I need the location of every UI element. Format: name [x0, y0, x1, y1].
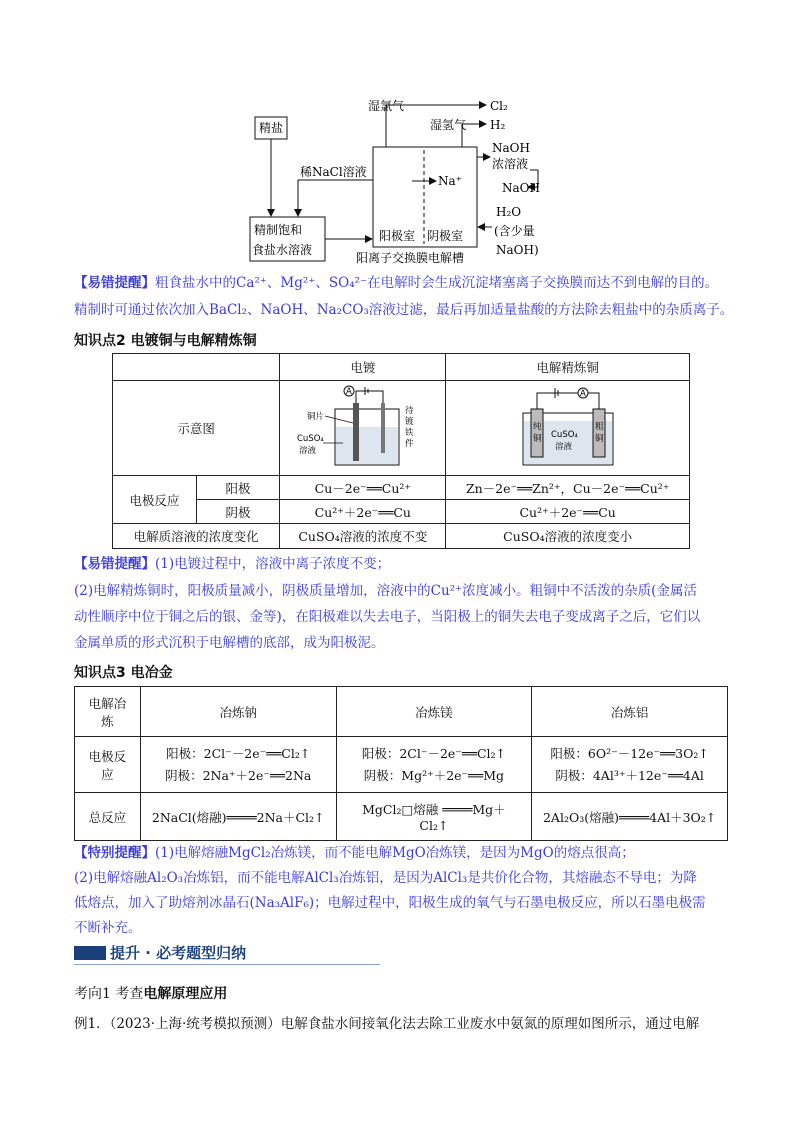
tip3-tag: 【特别提醒】	[74, 845, 155, 861]
banner-title: 提升 · 必考题型归纳	[110, 944, 247, 962]
kp2-cathode-label: 阴极	[196, 500, 280, 524]
kp2-row-concentration: 电解质溶液的浓度变化	[113, 524, 280, 549]
svg-text:件: 件	[404, 438, 414, 449]
iron-workpiece-electrode	[381, 403, 385, 453]
kp2-title: 知识点2 电镀铜与电解精炼铜	[74, 333, 257, 349]
kp3-na-total: 2NaCl(熔融)════2Na＋Cl₂↑	[140, 793, 336, 841]
tip2-tag: 【易错提醒】	[74, 556, 155, 572]
kp3-r2: 总反应	[75, 793, 141, 841]
kp2-corner	[113, 354, 280, 381]
svg-text:待: 待	[404, 405, 414, 416]
label-cathode-room: 阴极室	[427, 229, 464, 243]
label-wet-hydrogen: 湿氢气	[430, 118, 467, 132]
svg-text:溶液: 溶液	[298, 445, 316, 456]
svg-text:溶液: 溶液	[554, 441, 572, 452]
kp3-h1: 冶炼钠	[140, 687, 336, 737]
tip3-line1: 【特别提醒】(1)电解熔融MgCl₂冶炼镁，而不能电解MgO冶炼镁，是因为MgO的熔点很高；	[74, 845, 635, 861]
label-water-1: H₂O	[496, 205, 522, 219]
kp2-plating-anode: Cu－2e⁻══Cu²⁺	[280, 476, 446, 500]
kp3-r1: 电极反 应	[75, 737, 141, 793]
kp2-row-electrode: 电极反应	[113, 476, 197, 524]
tip1-line1: 【易错提醒】粗食盐水中的Ca²⁺、Mg²⁺、SO₄²⁻在电解时会生成沉淀堵塞离子交换膜而达不到电解的目的。	[74, 275, 719, 291]
kp2-refining-conc: CuSO₄溶液的浓度变小	[446, 524, 690, 549]
pure-copper-electrode	[531, 409, 543, 457]
label-naoh-conc-1: NaOH	[492, 141, 530, 155]
svg-text:粗: 粗	[594, 421, 604, 432]
tip2-line3: 动性顺序中位于铜之后的银、金等)，在阳极难以失去电子，当阳极上的铜失去电子变成离子之后，它们以	[74, 609, 701, 625]
crude-copper-electrode	[593, 409, 605, 457]
example1-text: 例1．（2023·上海·统考模拟预测）电解食盐水间接氧化法去除工业废水中氨氮的原理如图所示，通过电解	[74, 1016, 700, 1032]
dilute-return-arrow	[298, 180, 373, 216]
label-water-2: (含少量	[494, 224, 535, 238]
kp2-plating-figure-cell	[280, 381, 446, 476]
tip2-line4: 金属单质的形式沉积于电解槽的底部，成为阳极泥。	[74, 635, 385, 651]
plating-figure	[289, 383, 437, 471]
banner-bar	[74, 946, 106, 960]
kp3-al-total: 2Al₂O₃(熔融)════4Al＋3O₂↑	[532, 793, 728, 841]
label-wet-chlorine: 湿氯气	[368, 99, 405, 113]
kp3-h2: 冶炼镁	[336, 687, 532, 737]
kp2-refining-figure-cell	[446, 381, 690, 476]
tip1-tag: 【易错提醒】	[74, 275, 155, 291]
label-anode-room: 阳极室	[379, 229, 416, 243]
kp2-col-plating: 电镀	[280, 354, 446, 381]
tip2-line1: 【易错提醒】(1)电镀过程中，溶液中离子浓度不变；	[74, 556, 391, 572]
kp2-row-diagram: 示意图	[113, 381, 280, 476]
svg-text:铁: 铁	[404, 427, 414, 438]
kp3-na-electrode: 阳极：2Cl⁻－2e⁻══Cl₂↑ 阴极：2Na⁺＋2e⁻══2Na	[140, 737, 336, 793]
svg-text:铜: 铜	[532, 433, 542, 444]
label-refined-salt: 精盐	[259, 121, 284, 135]
kp2-table	[112, 353, 690, 549]
label-cl2: Cl₂	[490, 99, 508, 113]
kp3-h0: 电解冶 炼	[75, 687, 141, 737]
tip3-line4: 不断补充。	[74, 920, 142, 936]
svg-text:铜片: 铜片	[306, 411, 324, 422]
kp2-plating-conc: CuSO₄溶液的浓度不变	[280, 524, 446, 549]
kp3-mg-total: MgCl₂□熔融 ════Mg＋ Cl₂↑	[336, 793, 532, 841]
tip3-line3: 低熔点，加入了助熔剂冰晶石(Na₃AlF₆)；电解过程中，阳极生成的氧气与石墨电极反应，所以石墨电极需	[74, 895, 706, 911]
kp3-mg-electrode: 阳极：2Cl⁻－2e⁻══Cl₂↑ 阴极：Mg²⁺＋2e⁻══Mg	[336, 737, 532, 793]
tip1-line2: 精制时可通过依次加入BaCl₂、NaOH、Na₂CO₃溶液过滤，最后再加适量盐酸的方法除去粗盐中的杂质离子。	[74, 302, 734, 318]
svg-text:纯: 纯	[532, 421, 542, 432]
svg-text:铜: 铜	[594, 433, 604, 444]
kp3-h3: 冶炼铝	[532, 687, 728, 737]
kp3-al-electrode: 阳极：6O²⁻－12e⁻══3O₂↑ 阴极：4Al³⁺＋12e⁻══4Al	[532, 737, 728, 793]
kp2-col-refining: 电解精炼铜	[446, 354, 690, 381]
label-h2: H₂	[490, 118, 506, 132]
label-refined-sat-2: 食盐水溶液	[252, 243, 313, 257]
svg-text:镀: 镀	[404, 416, 414, 427]
label-naoh-conc-2: 浓溶液	[492, 157, 529, 171]
banner-divider	[74, 964, 380, 965]
label-naoh: NaOH	[502, 181, 540, 195]
refining-figure	[483, 383, 653, 471]
label-dilute-nacl: 稀NaCl溶液	[300, 165, 367, 179]
svg-text:A: A	[579, 388, 586, 399]
copper-sheet-electrode	[353, 403, 359, 461]
label-refined-sat-1: 精制饱和	[254, 223, 303, 237]
svg-text:A: A	[345, 386, 352, 397]
tip2-line2: (2)电解精炼铜时，阳极质量减小，阴极质量增加，溶液中的Cu²⁺浓度减小。粗铜中不活泼的杂质(金属活	[74, 583, 697, 599]
kp2-anode-label: 阳极	[196, 476, 280, 500]
kp2-refining-anode: Zn－2e⁻══Zn²⁺，Cu－2e⁻══Cu²⁺	[446, 476, 690, 500]
tip3-line2: (2)电解熔融Al₂O₃冶炼铝，而不能电解AlCl₃冶炼铝，是因为AlCl₃是共价化合物，其熔融态不导电；为降	[74, 870, 697, 886]
label-water-3: NaOH)	[496, 243, 539, 257]
label-na-ion: Na⁺	[438, 174, 462, 188]
svg-text:CuSO₄: CuSO₄	[296, 433, 324, 444]
label-membrane-cell: 阳离子交换膜电解槽	[356, 251, 465, 265]
kp3-table	[74, 686, 728, 841]
direction1-heading: 考向1 考查电解原理应用	[74, 986, 228, 1002]
kp3-title: 知识点3 电冶金	[74, 665, 173, 681]
kp2-refining-cathode: Cu²⁺＋2e⁻══Cu	[446, 500, 690, 524]
kp2-plating-cathode: Cu²⁺＋2e⁻══Cu	[280, 500, 446, 524]
chlor-alkali-diagram	[240, 92, 560, 270]
svg-text:CuSO₄: CuSO₄	[550, 429, 578, 440]
